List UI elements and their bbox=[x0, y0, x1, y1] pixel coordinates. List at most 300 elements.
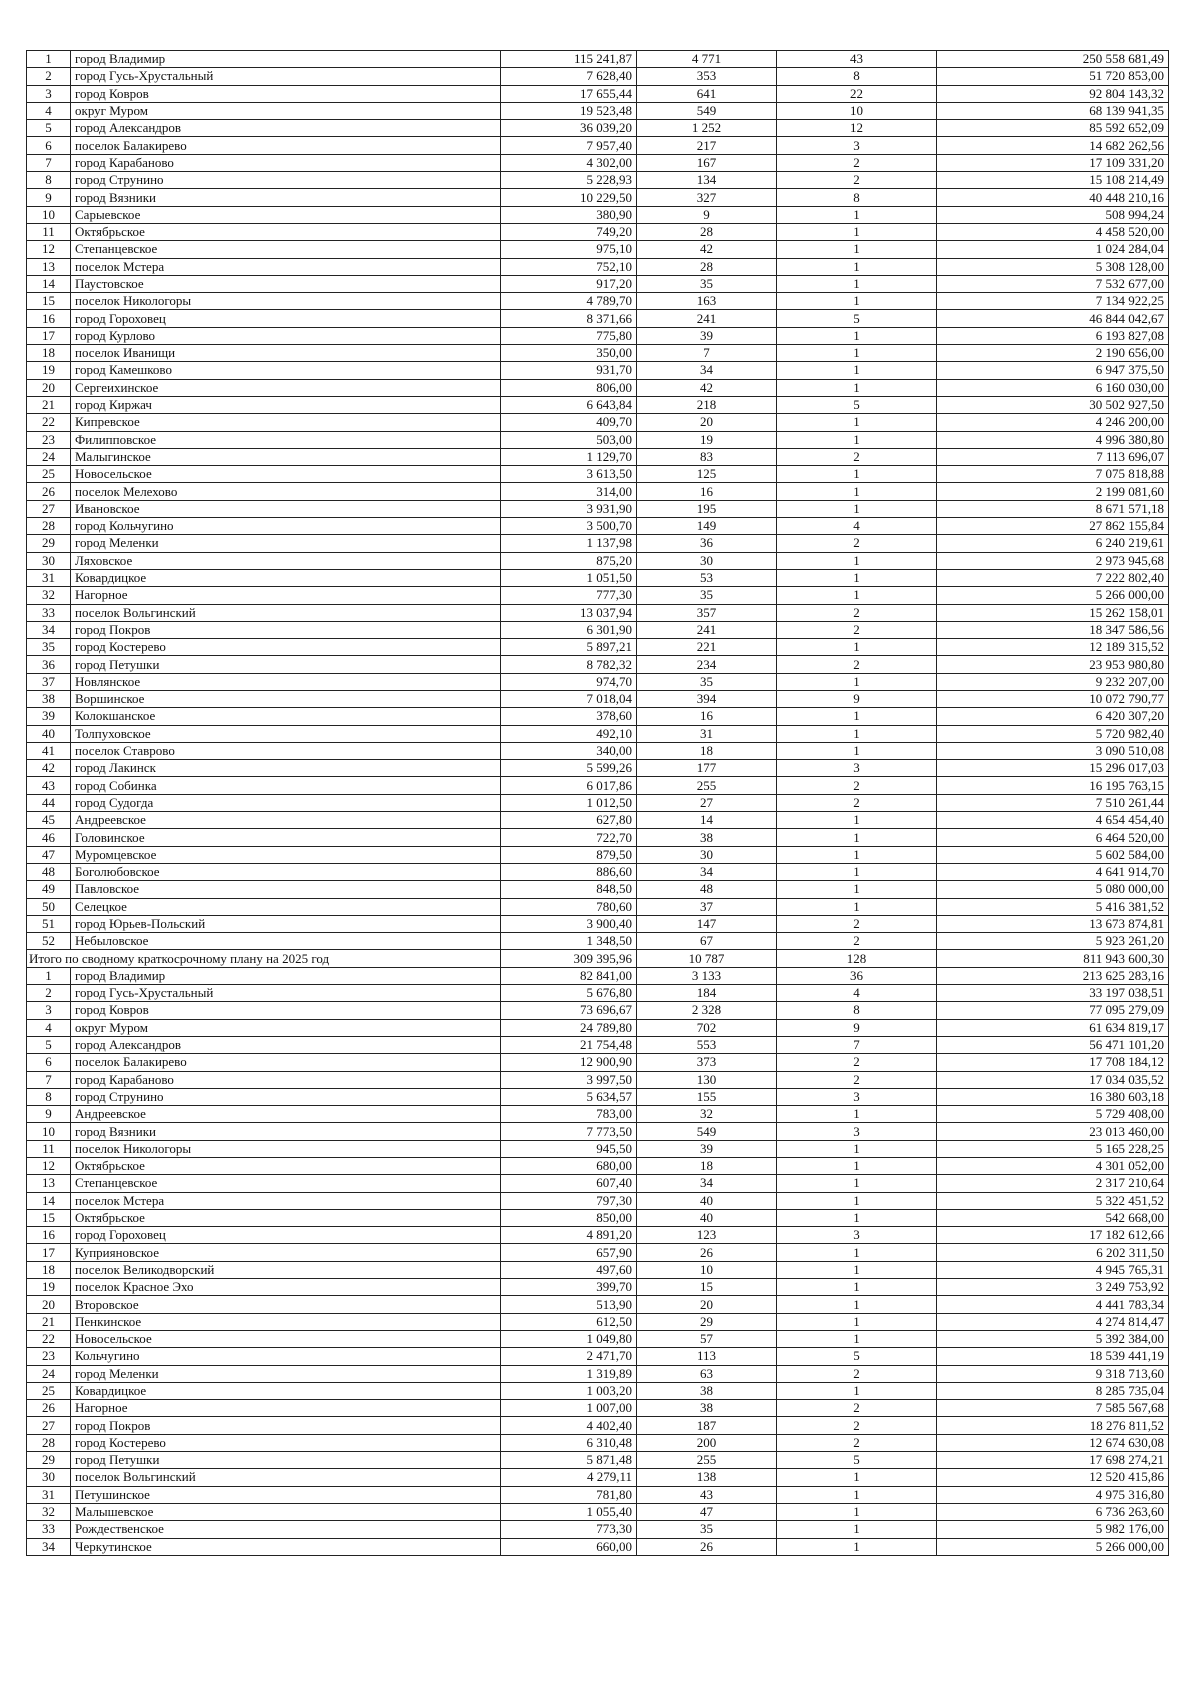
houses-count: 5 bbox=[777, 1452, 937, 1469]
houses-count: 9 bbox=[777, 1019, 937, 1036]
houses-count: 12 bbox=[777, 120, 937, 137]
residents-count: 184 bbox=[637, 985, 777, 1002]
municipality-name: Андреевское bbox=[71, 1106, 501, 1123]
plan-section-2 bbox=[27, 967, 1169, 1555]
table-row bbox=[27, 1036, 1169, 1053]
municipality-name: город Кольчугино bbox=[71, 518, 501, 535]
houses-count: 1 bbox=[777, 258, 937, 275]
row-number: 52 bbox=[27, 933, 71, 950]
houses-count: 1 bbox=[777, 293, 937, 310]
row-number: 5 bbox=[27, 120, 71, 137]
houses-count: 3 bbox=[777, 760, 937, 777]
row-number: 14 bbox=[27, 1192, 71, 1209]
residents-count: 35 bbox=[637, 587, 777, 604]
area-value: 6 310,48 bbox=[501, 1434, 637, 1451]
cost-value: 18 539 441,19 bbox=[937, 1348, 1169, 1365]
cost-value: 6 160 030,00 bbox=[937, 379, 1169, 396]
row-number: 30 bbox=[27, 1469, 71, 1486]
area-value: 5 897,21 bbox=[501, 639, 637, 656]
houses-count: 2 bbox=[777, 777, 937, 794]
area-value: 6 017,86 bbox=[501, 777, 637, 794]
cost-value: 7 113 696,07 bbox=[937, 448, 1169, 465]
houses-count: 2 bbox=[777, 1071, 937, 1088]
municipality-name: Воршинское bbox=[71, 690, 501, 707]
row-number: 16 bbox=[27, 1227, 71, 1244]
row-number: 7 bbox=[27, 1071, 71, 1088]
municipality-name: Ковардицкое bbox=[71, 1382, 501, 1399]
municipality-name: Степанцевское bbox=[71, 1175, 501, 1192]
row-number: 11 bbox=[27, 223, 71, 240]
cost-value: 6 193 827,08 bbox=[937, 327, 1169, 344]
residents-count: 26 bbox=[637, 1538, 777, 1555]
area-value: 722,70 bbox=[501, 829, 637, 846]
cost-value: 4 945 765,31 bbox=[937, 1261, 1169, 1278]
table-row bbox=[27, 431, 1169, 448]
capital-repair-plan-table bbox=[26, 50, 1169, 1556]
total-label: Итого по сводному краткосрочному плану на 2025 год bbox=[27, 950, 501, 967]
houses-count: 1 bbox=[777, 725, 937, 742]
residents-count: 147 bbox=[637, 915, 777, 932]
houses-count: 1 bbox=[777, 1175, 937, 1192]
residents-count: 38 bbox=[637, 1382, 777, 1399]
municipality-name: Рождественское bbox=[71, 1521, 501, 1538]
cost-value: 77 095 279,09 bbox=[937, 1002, 1169, 1019]
municipality-name: город Камешково bbox=[71, 362, 501, 379]
houses-count: 1 bbox=[777, 673, 937, 690]
table-row bbox=[27, 293, 1169, 310]
area-value: 7 628,40 bbox=[501, 68, 637, 85]
municipality-name: Черкутинское bbox=[71, 1538, 501, 1555]
residents-count: 125 bbox=[637, 466, 777, 483]
cost-value: 16 195 763,15 bbox=[937, 777, 1169, 794]
municipality-name: город Курлово bbox=[71, 327, 501, 344]
area-value: 5 634,57 bbox=[501, 1088, 637, 1105]
residents-count: 47 bbox=[637, 1503, 777, 1520]
cost-value: 9 232 207,00 bbox=[937, 673, 1169, 690]
table-row bbox=[27, 1296, 1169, 1313]
cost-value: 6 947 375,50 bbox=[937, 362, 1169, 379]
table-row bbox=[27, 1469, 1169, 1486]
municipality-name: Селецкое bbox=[71, 898, 501, 915]
table-row bbox=[27, 500, 1169, 517]
residents-count: 18 bbox=[637, 742, 777, 759]
residents-count: 553 bbox=[637, 1036, 777, 1053]
table-row bbox=[27, 275, 1169, 292]
row-number: 25 bbox=[27, 466, 71, 483]
municipality-name: город Александров bbox=[71, 120, 501, 137]
municipality-name: поселок Вольгинский bbox=[71, 1469, 501, 1486]
residents-count: 9 bbox=[637, 206, 777, 223]
table-row bbox=[27, 794, 1169, 811]
cost-value: 4 246 200,00 bbox=[937, 414, 1169, 431]
cost-value: 14 682 262,56 bbox=[937, 137, 1169, 154]
houses-count: 1 bbox=[777, 483, 937, 500]
area-value: 3 613,50 bbox=[501, 466, 637, 483]
municipality-name: Малыгинское bbox=[71, 448, 501, 465]
municipality-name: поселок Никологоры bbox=[71, 293, 501, 310]
residents-count: 18 bbox=[637, 1158, 777, 1175]
row-number: 24 bbox=[27, 1365, 71, 1382]
municipality-name: город Меленки bbox=[71, 1365, 501, 1382]
table-row bbox=[27, 448, 1169, 465]
houses-count: 1 bbox=[777, 362, 937, 379]
houses-count: 5 bbox=[777, 1348, 937, 1365]
row-number: 27 bbox=[27, 1417, 71, 1434]
area-value: 350,00 bbox=[501, 345, 637, 362]
residents-count: 255 bbox=[637, 777, 777, 794]
houses-count: 2 bbox=[777, 172, 937, 189]
row-number: 29 bbox=[27, 1452, 71, 1469]
table-row bbox=[27, 1538, 1169, 1555]
row-number: 1 bbox=[27, 51, 71, 68]
table-row bbox=[27, 466, 1169, 483]
residents-count: 26 bbox=[637, 1244, 777, 1261]
residents-count: 83 bbox=[637, 448, 777, 465]
houses-count: 1 bbox=[777, 241, 937, 258]
area-value: 4 279,11 bbox=[501, 1469, 637, 1486]
area-value: 1 319,89 bbox=[501, 1365, 637, 1382]
houses-count: 1 bbox=[777, 1382, 937, 1399]
houses-count: 1 bbox=[777, 1469, 937, 1486]
municipality-name: Толпуховское bbox=[71, 725, 501, 742]
residents-count: 217 bbox=[637, 137, 777, 154]
table-row bbox=[27, 621, 1169, 638]
houses-count: 2 bbox=[777, 1054, 937, 1071]
residents-count: 394 bbox=[637, 690, 777, 707]
table-row bbox=[27, 1261, 1169, 1278]
table-row bbox=[27, 1054, 1169, 1071]
row-number: 8 bbox=[27, 172, 71, 189]
municipality-name: город Петушки bbox=[71, 656, 501, 673]
table-row bbox=[27, 137, 1169, 154]
row-number: 30 bbox=[27, 552, 71, 569]
area-value: 378,60 bbox=[501, 708, 637, 725]
residents-count: 30 bbox=[637, 552, 777, 569]
area-value: 7 018,04 bbox=[501, 690, 637, 707]
municipality-name: город Покров bbox=[71, 621, 501, 638]
municipality-name: город Гороховец bbox=[71, 310, 501, 327]
row-number: 14 bbox=[27, 275, 71, 292]
municipality-name: город Юрьев-Польский bbox=[71, 915, 501, 932]
table-row bbox=[27, 1002, 1169, 1019]
cost-value: 7 222 802,40 bbox=[937, 569, 1169, 586]
area-value: 492,10 bbox=[501, 725, 637, 742]
residents-count: 35 bbox=[637, 275, 777, 292]
row-number: 50 bbox=[27, 898, 71, 915]
row-number: 8 bbox=[27, 1088, 71, 1105]
area-value: 797,30 bbox=[501, 1192, 637, 1209]
residents-count: 40 bbox=[637, 1209, 777, 1226]
area-value: 73 696,67 bbox=[501, 1002, 637, 1019]
cost-value: 40 448 210,16 bbox=[937, 189, 1169, 206]
row-number: 5 bbox=[27, 1036, 71, 1053]
area-value: 752,10 bbox=[501, 258, 637, 275]
row-number: 39 bbox=[27, 708, 71, 725]
table-row bbox=[27, 1330, 1169, 1347]
residents-count: 29 bbox=[637, 1313, 777, 1330]
residents-count: 7 bbox=[637, 345, 777, 362]
table-row bbox=[27, 863, 1169, 880]
cost-value: 5 322 451,52 bbox=[937, 1192, 1169, 1209]
houses-count: 22 bbox=[777, 85, 937, 102]
table-row bbox=[27, 362, 1169, 379]
cost-value: 3 090 510,08 bbox=[937, 742, 1169, 759]
table-row bbox=[27, 189, 1169, 206]
residents-count: 42 bbox=[637, 241, 777, 258]
area-value: 612,50 bbox=[501, 1313, 637, 1330]
residents-count: 39 bbox=[637, 327, 777, 344]
area-value: 3 500,70 bbox=[501, 518, 637, 535]
area-value: 8 371,66 bbox=[501, 310, 637, 327]
total-row bbox=[27, 950, 1169, 967]
residents-count: 28 bbox=[637, 223, 777, 240]
municipality-name: Паустовское bbox=[71, 275, 501, 292]
row-number: 31 bbox=[27, 569, 71, 586]
houses-count: 1 bbox=[777, 223, 937, 240]
municipality-name: поселок Великодворский bbox=[71, 1261, 501, 1278]
table-row bbox=[27, 881, 1169, 898]
row-number: 43 bbox=[27, 777, 71, 794]
area-value: 7 773,50 bbox=[501, 1123, 637, 1140]
cost-value: 3 249 753,92 bbox=[937, 1279, 1169, 1296]
municipality-name: город Гусь-Хрустальный bbox=[71, 68, 501, 85]
area-value: 5 676,80 bbox=[501, 985, 637, 1002]
area-value: 36 039,20 bbox=[501, 120, 637, 137]
municipality-name: город Меленки bbox=[71, 535, 501, 552]
cost-value: 16 380 603,18 bbox=[937, 1088, 1169, 1105]
cost-value: 18 276 811,52 bbox=[937, 1417, 1169, 1434]
houses-count: 43 bbox=[777, 51, 937, 68]
table-row bbox=[27, 535, 1169, 552]
houses-count: 1 bbox=[777, 742, 937, 759]
area-value: 1 137,98 bbox=[501, 535, 637, 552]
cost-value: 5 165 228,25 bbox=[937, 1140, 1169, 1157]
table-row bbox=[27, 1192, 1169, 1209]
area-value: 783,00 bbox=[501, 1106, 637, 1123]
row-number: 17 bbox=[27, 327, 71, 344]
row-number: 20 bbox=[27, 379, 71, 396]
table-row bbox=[27, 120, 1169, 137]
row-number: 2 bbox=[27, 68, 71, 85]
table-row bbox=[27, 1400, 1169, 1417]
table-row bbox=[27, 1486, 1169, 1503]
residents-count: 641 bbox=[637, 85, 777, 102]
houses-count: 1 bbox=[777, 898, 937, 915]
cost-value: 2 973 945,68 bbox=[937, 552, 1169, 569]
cost-value: 4 996 380,80 bbox=[937, 431, 1169, 448]
municipality-name: город Собинка bbox=[71, 777, 501, 794]
cost-value: 92 804 143,32 bbox=[937, 85, 1169, 102]
municipality-name: Андреевское bbox=[71, 812, 501, 829]
houses-count: 2 bbox=[777, 915, 937, 932]
row-number: 34 bbox=[27, 621, 71, 638]
area-value: 660,00 bbox=[501, 1538, 637, 1555]
row-number: 40 bbox=[27, 725, 71, 742]
table-row bbox=[27, 414, 1169, 431]
houses-count: 2 bbox=[777, 535, 937, 552]
residents-count: 63 bbox=[637, 1365, 777, 1382]
houses-count: 1 bbox=[777, 569, 937, 586]
residents-count: 38 bbox=[637, 1400, 777, 1417]
residents-count: 130 bbox=[637, 1071, 777, 1088]
cost-value: 2 317 210,64 bbox=[937, 1175, 1169, 1192]
houses-count: 1 bbox=[777, 552, 937, 569]
houses-count: 2 bbox=[777, 794, 937, 811]
table-row bbox=[27, 604, 1169, 621]
residents-count: 218 bbox=[637, 396, 777, 413]
residents-count: 241 bbox=[637, 621, 777, 638]
document-page bbox=[26, 50, 1168, 1556]
cost-value: 5 266 000,00 bbox=[937, 1538, 1169, 1555]
cost-value: 61 634 819,17 bbox=[937, 1019, 1169, 1036]
area-value: 780,60 bbox=[501, 898, 637, 915]
row-number: 22 bbox=[27, 414, 71, 431]
municipality-name: округ Муром bbox=[71, 1019, 501, 1036]
table-row bbox=[27, 1175, 1169, 1192]
municipality-name: город Покров bbox=[71, 1417, 501, 1434]
row-number: 46 bbox=[27, 829, 71, 846]
table-row bbox=[27, 1227, 1169, 1244]
total-people: 10 787 bbox=[637, 950, 777, 967]
cost-value: 2 190 656,00 bbox=[937, 345, 1169, 362]
residents-count: 35 bbox=[637, 1521, 777, 1538]
houses-count: 1 bbox=[777, 206, 937, 223]
municipality-name: город Струнино bbox=[71, 172, 501, 189]
table-row bbox=[27, 1019, 1169, 1036]
municipality-name: поселок Балакирево bbox=[71, 1054, 501, 1071]
municipality-name: город Ковров bbox=[71, 1002, 501, 1019]
residents-count: 138 bbox=[637, 1469, 777, 1486]
area-value: 1 051,50 bbox=[501, 569, 637, 586]
municipality-name: Ивановское bbox=[71, 500, 501, 517]
houses-count: 1 bbox=[777, 1192, 937, 1209]
area-value: 850,00 bbox=[501, 1209, 637, 1226]
plan-total bbox=[27, 950, 1169, 967]
residents-count: 10 bbox=[637, 1261, 777, 1278]
cost-value: 2 199 081,60 bbox=[937, 483, 1169, 500]
table-row bbox=[27, 1140, 1169, 1157]
houses-count: 2 bbox=[777, 1365, 937, 1382]
municipality-name: Муромцевское bbox=[71, 846, 501, 863]
residents-count: 14 bbox=[637, 812, 777, 829]
houses-count: 1 bbox=[777, 466, 937, 483]
row-number: 23 bbox=[27, 431, 71, 448]
cost-value: 85 592 652,09 bbox=[937, 120, 1169, 137]
municipality-name: Кольчугино bbox=[71, 1348, 501, 1365]
municipality-name: Небыловское bbox=[71, 933, 501, 950]
row-number: 26 bbox=[27, 483, 71, 500]
row-number: 28 bbox=[27, 518, 71, 535]
houses-count: 10 bbox=[777, 102, 937, 119]
cost-value: 5 308 128,00 bbox=[937, 258, 1169, 275]
residents-count: 177 bbox=[637, 760, 777, 777]
municipality-name: город Ковров bbox=[71, 85, 501, 102]
row-number: 51 bbox=[27, 915, 71, 932]
table-row bbox=[27, 777, 1169, 794]
cost-value: 7 134 922,25 bbox=[937, 293, 1169, 310]
houses-count: 2 bbox=[777, 604, 937, 621]
houses-count: 1 bbox=[777, 708, 937, 725]
row-number: 32 bbox=[27, 1503, 71, 1520]
row-number: 37 bbox=[27, 673, 71, 690]
area-value: 5 599,26 bbox=[501, 760, 637, 777]
municipality-name: город Гусь-Хрустальный bbox=[71, 985, 501, 1002]
municipality-name: город Владимир bbox=[71, 967, 501, 984]
row-number: 4 bbox=[27, 1019, 71, 1036]
municipality-name: город Гороховец bbox=[71, 1227, 501, 1244]
houses-count: 1 bbox=[777, 812, 937, 829]
row-number: 18 bbox=[27, 1261, 71, 1278]
table-row bbox=[27, 1106, 1169, 1123]
area-value: 399,70 bbox=[501, 1279, 637, 1296]
table-row bbox=[27, 587, 1169, 604]
residents-count: 3 133 bbox=[637, 967, 777, 984]
row-number: 10 bbox=[27, 1123, 71, 1140]
residents-count: 167 bbox=[637, 154, 777, 171]
cost-value: 250 558 681,49 bbox=[937, 51, 1169, 68]
table-row bbox=[27, 223, 1169, 240]
houses-count: 1 bbox=[777, 1209, 937, 1226]
houses-count: 3 bbox=[777, 1123, 937, 1140]
area-value: 503,00 bbox=[501, 431, 637, 448]
area-value: 974,70 bbox=[501, 673, 637, 690]
area-value: 1 003,20 bbox=[501, 1382, 637, 1399]
municipality-name: Куприяновское bbox=[71, 1244, 501, 1261]
area-value: 627,80 bbox=[501, 812, 637, 829]
table-row bbox=[27, 1071, 1169, 1088]
cost-value: 15 296 017,03 bbox=[937, 760, 1169, 777]
houses-count: 5 bbox=[777, 310, 937, 327]
table-row bbox=[27, 1348, 1169, 1365]
row-number: 47 bbox=[27, 846, 71, 863]
area-value: 975,10 bbox=[501, 241, 637, 258]
area-value: 4 302,00 bbox=[501, 154, 637, 171]
houses-count: 8 bbox=[777, 1002, 937, 1019]
area-value: 340,00 bbox=[501, 742, 637, 759]
residents-count: 34 bbox=[637, 362, 777, 379]
row-number: 6 bbox=[27, 1054, 71, 1071]
municipality-name: Октябрьское bbox=[71, 1209, 501, 1226]
area-value: 879,50 bbox=[501, 846, 637, 863]
table-row bbox=[27, 345, 1169, 362]
row-number: 41 bbox=[27, 742, 71, 759]
houses-count: 1 bbox=[777, 1140, 937, 1157]
table-row bbox=[27, 172, 1169, 189]
houses-count: 2 bbox=[777, 656, 937, 673]
cost-value: 17 182 612,66 bbox=[937, 1227, 1169, 1244]
municipality-name: поселок Балакирево bbox=[71, 137, 501, 154]
area-value: 657,90 bbox=[501, 1244, 637, 1261]
residents-count: 353 bbox=[637, 68, 777, 85]
row-number: 3 bbox=[27, 1002, 71, 1019]
row-number: 7 bbox=[27, 154, 71, 171]
area-value: 409,70 bbox=[501, 414, 637, 431]
residents-count: 35 bbox=[637, 673, 777, 690]
municipality-name: город Судогда bbox=[71, 794, 501, 811]
residents-count: 549 bbox=[637, 102, 777, 119]
row-number: 26 bbox=[27, 1400, 71, 1417]
area-value: 1 055,40 bbox=[501, 1503, 637, 1520]
houses-count: 1 bbox=[777, 639, 937, 656]
area-value: 115 241,87 bbox=[501, 51, 637, 68]
houses-count: 1 bbox=[777, 275, 937, 292]
row-number: 49 bbox=[27, 881, 71, 898]
houses-count: 1 bbox=[777, 414, 937, 431]
residents-count: 163 bbox=[637, 293, 777, 310]
houses-count: 7 bbox=[777, 1036, 937, 1053]
municipality-name: город Киржач bbox=[71, 396, 501, 413]
area-value: 513,90 bbox=[501, 1296, 637, 1313]
